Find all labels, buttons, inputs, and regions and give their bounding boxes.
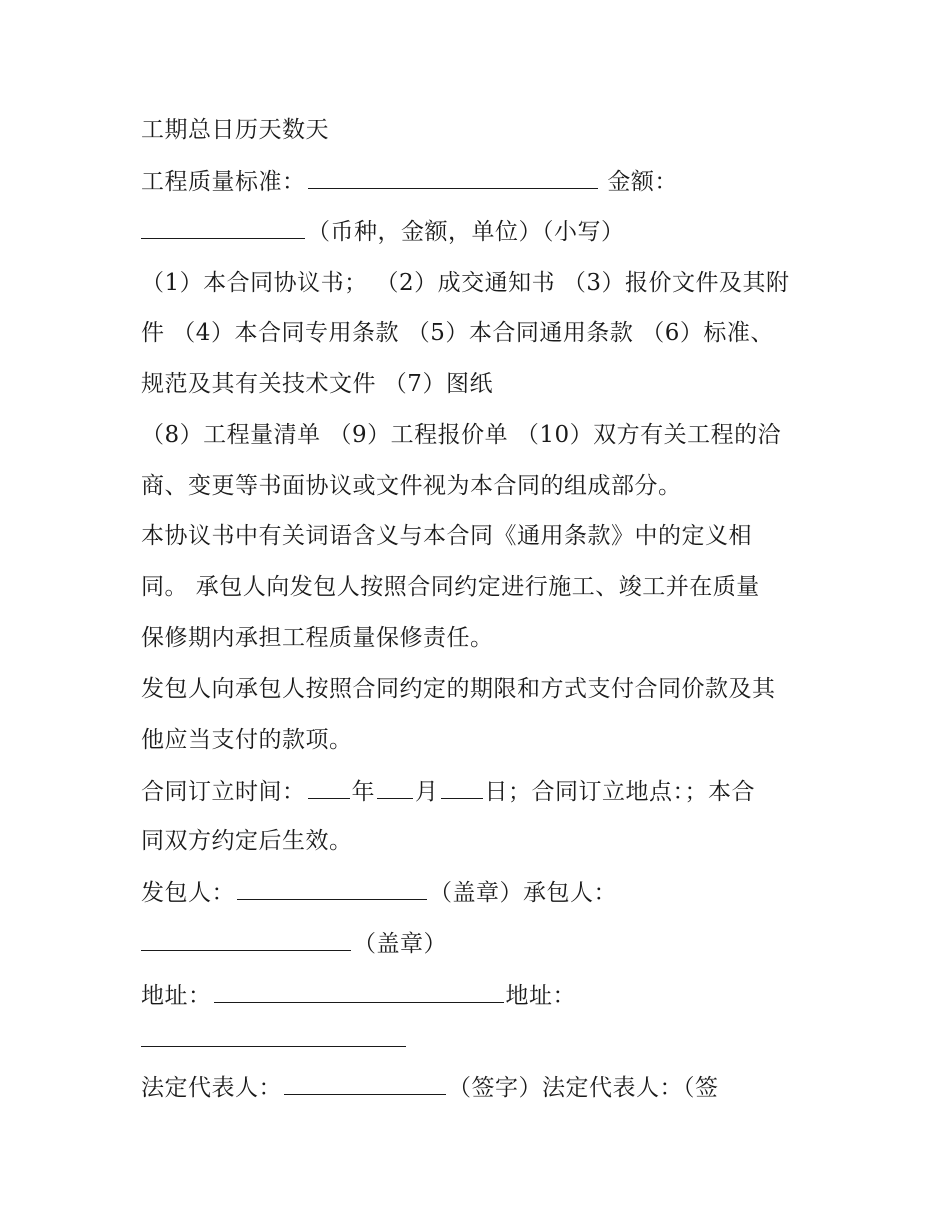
text-doc-list-2: 件 （4）本合同专用条款 （5）本合同通用条款 （6）标准、 bbox=[141, 320, 774, 346]
label-legal-rep-employer: 法定代表人： bbox=[141, 1075, 282, 1101]
line-definition-2 bbox=[141, 572, 760, 602]
line-payment-2 bbox=[141, 725, 353, 755]
line-doc-list-2 bbox=[141, 318, 774, 348]
text-doc-list-5: 商、变更等书面协议或文件视为本合同的组成部分。 bbox=[141, 473, 682, 499]
text-effective: 同双方约定后生效。 bbox=[141, 828, 353, 854]
line-doc-list-3 bbox=[141, 369, 493, 399]
line-quality-standard bbox=[141, 166, 678, 197]
blank-employer[interactable] bbox=[237, 877, 427, 900]
text-warranty: 保修期内承担工程质量保修责任。 bbox=[141, 625, 494, 651]
text-definition-2: 同。 承包人向发包人按照合同约定进行施工、竣工并在质量 bbox=[141, 574, 760, 600]
blank-quality-standard[interactable] bbox=[308, 166, 598, 189]
blank-contractor[interactable] bbox=[141, 928, 351, 951]
label-amount: 金额： bbox=[607, 169, 678, 195]
label-address-employer: 地址： bbox=[141, 983, 212, 1009]
line-doc-list-4 bbox=[141, 420, 781, 450]
label-day-place: 日；合同订立地点：；本合 bbox=[484, 779, 755, 805]
text-definition-1: 本协议书中有关词语含义与本合同《通用条款》中的定义相 bbox=[141, 523, 752, 549]
label-employer: 发包人： bbox=[141, 880, 235, 906]
line-effective bbox=[141, 826, 353, 856]
text-payment-2: 他应当支付的款项。 bbox=[141, 727, 353, 753]
blank-day[interactable] bbox=[441, 776, 483, 799]
label-month: 月 bbox=[415, 779, 439, 805]
line-currency bbox=[141, 216, 625, 247]
label-seal-contractor: （盖章）承包人： bbox=[429, 880, 617, 906]
line-contractor-seal bbox=[141, 928, 447, 959]
label-sign-legal-rep: （签字）法定代表人：（签 bbox=[448, 1075, 719, 1101]
line-doc-list-5 bbox=[141, 471, 682, 501]
line-payment-1 bbox=[141, 674, 776, 704]
label-quality-standard: 工程质量标准： bbox=[141, 169, 306, 195]
blank-address-contractor[interactable] bbox=[141, 1024, 406, 1047]
text-payment-1: 发包人向承包人按照合同约定的期限和方式支付合同价款及其 bbox=[141, 676, 776, 702]
blank-legal-rep[interactable] bbox=[284, 1072, 446, 1095]
blank-address-employer[interactable] bbox=[214, 980, 504, 1003]
text-doc-list-3: 规范及其有关技术文件 （7）图纸 bbox=[141, 371, 493, 397]
line-address-blank bbox=[141, 1024, 408, 1055]
line-construction-period bbox=[141, 115, 329, 145]
label-address-contractor: 地址： bbox=[505, 983, 576, 1009]
line-employer bbox=[141, 877, 617, 908]
line-warranty bbox=[141, 623, 494, 653]
label-year: 年 bbox=[351, 779, 375, 805]
label-signing-date: 合同订立时间： bbox=[141, 779, 306, 805]
blank-amount[interactable] bbox=[141, 216, 305, 239]
line-doc-list-1 bbox=[141, 268, 790, 298]
text-currency-note: （币种，金额，单位）（小写） bbox=[307, 219, 625, 245]
line-signing-date bbox=[141, 776, 755, 807]
blank-month[interactable] bbox=[377, 776, 413, 799]
line-legal-rep bbox=[141, 1072, 719, 1103]
text-doc-list-1: （1）本合同协议书； （2）成交通知书 （3）报价文件及其附 bbox=[141, 270, 790, 296]
text-construction-period: 工期总日历天数天 bbox=[141, 117, 329, 143]
blank-year[interactable] bbox=[308, 776, 350, 799]
text-doc-list-4: （8）工程量清单 （9）工程报价单 （10）双方有关工程的洽 bbox=[141, 422, 782, 448]
line-address bbox=[141, 980, 576, 1011]
line-definition-1 bbox=[141, 521, 752, 551]
label-seal: （盖章） bbox=[353, 931, 447, 957]
